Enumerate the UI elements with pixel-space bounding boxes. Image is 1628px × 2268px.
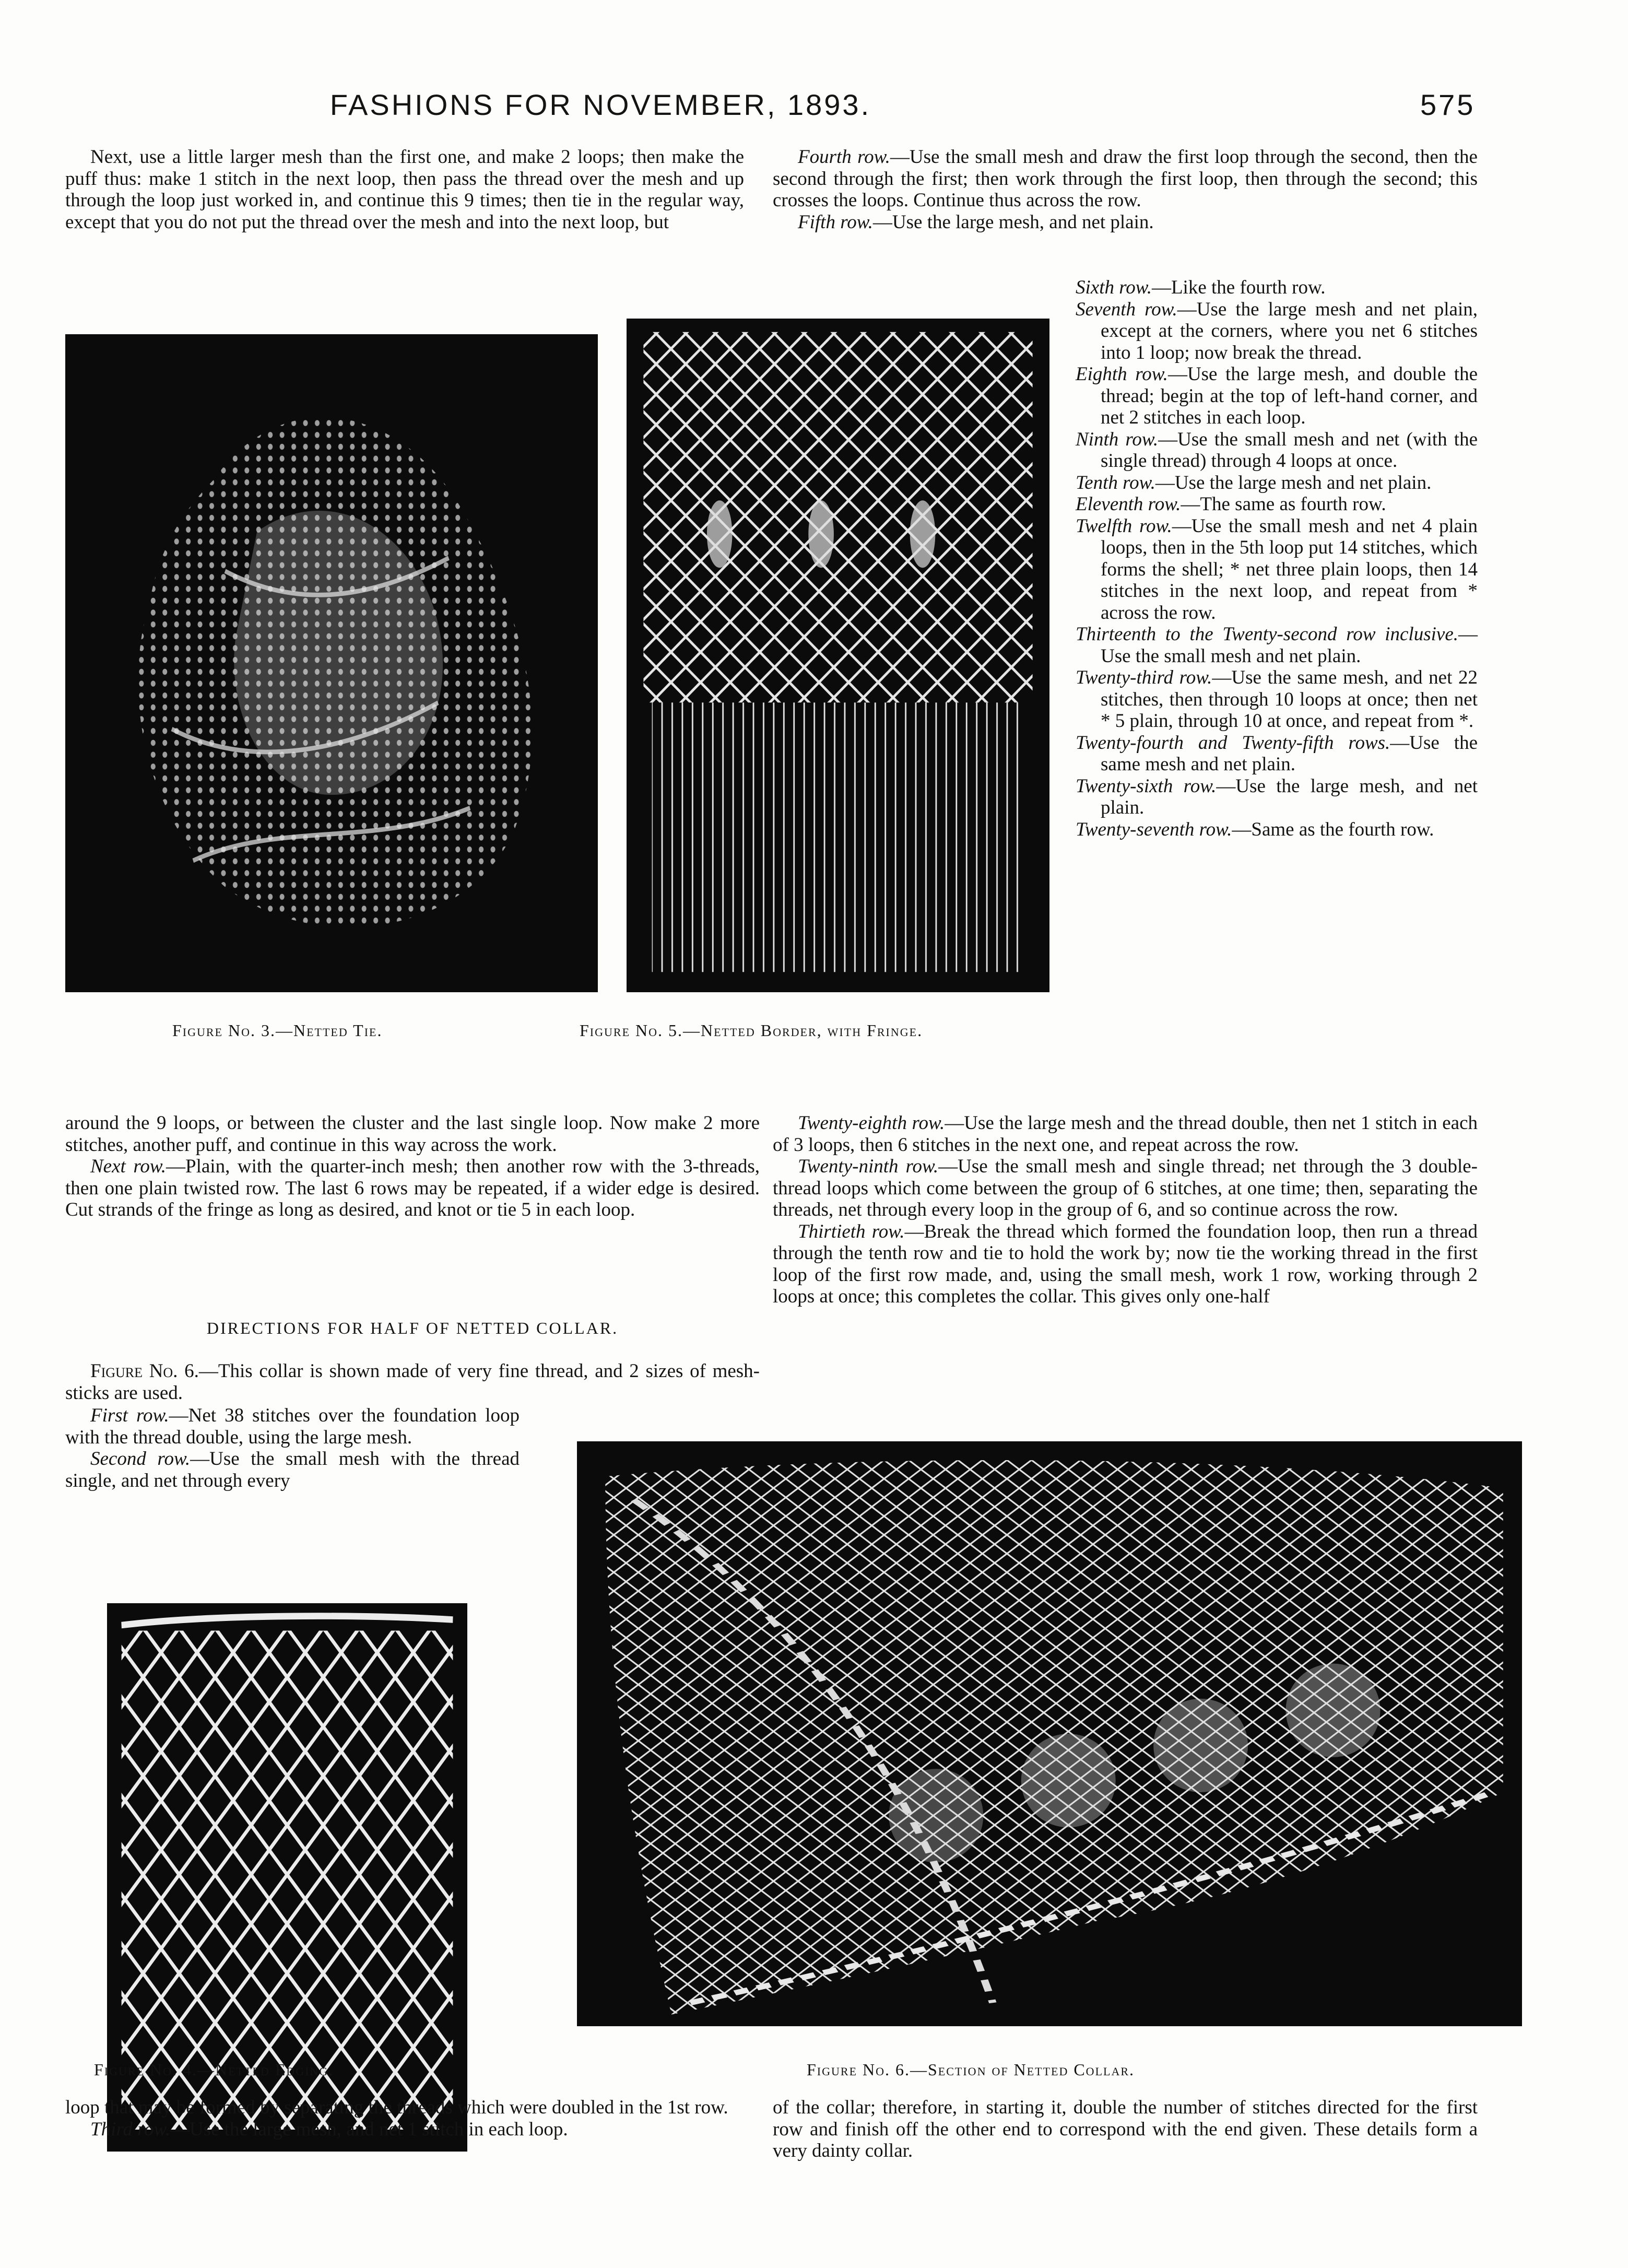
row-text: —Net 38 stitches over the foundation loop with the thread double, using the large mesh.: [65, 1405, 520, 1448]
row-text: —Use the small mesh and net 4 plain loops, then in the 5th loop put 14 stitches, which forms the shell; * net three plain loops, then 14 stitches in the next loop, and repeat from * across the row.: [1101, 515, 1478, 624]
paragraph-continued: [65, 2097, 760, 2119]
paragraph-second-row: [65, 1448, 520, 1491]
row-text: around the 9 loops, or between the cluster and the last single loop. Now make 2 more stitches, another puff, and continue in this way across the work.: [65, 1112, 760, 1156]
row-label: Twenty-seventh row.: [1076, 818, 1232, 840]
col2-top-paragraphs: [773, 146, 1478, 233]
col2-middle-paragraphs: [773, 1112, 1478, 1308]
row-label: Twenty-third row.: [1076, 667, 1212, 688]
paragraph-figure-6: [65, 1360, 760, 1404]
paragraph-twenty-ninth-row: [773, 1156, 1478, 1221]
row-label: Seventh row.: [1076, 298, 1177, 320]
row-text: —This collar is shown made of very fine thread, and 2 sizes of mesh-sticks are used.: [65, 1360, 760, 1404]
row-text: —Use the large mesh and the thread double, then net 1 stitch in each of 3 loops, then 6 stitches in the next one, and repeat across the row.: [773, 1112, 1478, 1156]
paragraph-eighth-row: [1076, 363, 1478, 429]
paragraph-twenty-fourth-row: [1076, 732, 1478, 775]
row-text: loop that may be formed by separating the threads which were doubled in the 1st row.: [65, 2097, 728, 2118]
caption-figure-5: Figure No. 5.—Netted Border, with Fringe.: [580, 1021, 923, 1040]
row-text: —The same as fourth row.: [1181, 493, 1386, 515]
col1-collar-intro: [65, 1360, 760, 1404]
caption-figure-4: Figure No. 4.—Netted Edging.: [94, 2060, 334, 2079]
row-text: —Use the large mesh and net plain.: [1155, 472, 1432, 493]
row-text: —Use the large mesh and net plain, except at the corners, where you net 6 stitches into 1 loop; now break the thread.: [1101, 298, 1478, 363]
col2-bottom-paragraph: [773, 2097, 1478, 2162]
paragraph-next-row: [65, 1156, 760, 1221]
row-label: Tenth row.: [1076, 472, 1155, 493]
paragraph-sixth-row: [1076, 277, 1478, 299]
row-label: Second row.: [90, 1448, 191, 1470]
row-label: Twenty-ninth row.: [798, 1156, 939, 1177]
row-text: —Use the large mesh, and net 1 stitch in each loop.: [170, 2118, 568, 2140]
paragraph-twenty-third-row: [1076, 667, 1478, 732]
row-text: —Use the large mesh, and net plain.: [1101, 775, 1478, 818]
caption-figure-3: Figure No. 3.—Netted Tie.: [172, 1021, 383, 1040]
row-label: Twenty-sixth row.: [1076, 775, 1217, 797]
row-label: Thirteenth to the Twenty-second row inclusive.: [1076, 624, 1458, 645]
row-label: Next row.: [90, 1156, 167, 1177]
running-head: FASHIONS FOR NOVEMBER, 1893.: [329, 88, 871, 121]
figure-netted-collar-image: [577, 1441, 1522, 2026]
page-number: 575: [1420, 88, 1476, 121]
paragraph-continued: [65, 1112, 760, 1156]
paragraph-seventh-row: [1076, 299, 1478, 364]
row-text: —Use the large mesh, and double the thread; begin at the top of left-hand corner, and net 2 stitches in each loop.: [1101, 363, 1478, 428]
row-label: Twelfth row.: [1076, 515, 1172, 537]
paragraph-first-row: [65, 1405, 520, 1448]
paragraph-twenty-seventh-row: [1076, 819, 1478, 841]
paragraph-fourth-row: [773, 146, 1478, 211]
paragraph-twenty-sixth-row: [1076, 775, 1478, 819]
row-label: Third row.: [90, 2118, 170, 2140]
paragraph-thirtieth-row: [773, 1221, 1478, 1308]
paragraph-twenty-eighth-row: [773, 1112, 1478, 1156]
paragraph-eleventh-row: [1076, 493, 1478, 515]
row-label: Fourth row.: [798, 146, 890, 168]
paragraph-tenth-row: [1076, 472, 1478, 494]
paragraph-ninth-row: [1076, 429, 1478, 472]
paragraph-third-row: [65, 2119, 760, 2141]
col1-bottom-paragraphs: [65, 2097, 760, 2140]
row-label: Eighth row.: [1076, 363, 1168, 385]
row-text: —Use the small mesh and net (with the single thread) through 4 loops at once.: [1101, 428, 1478, 472]
row-text: —Same as the fourth row.: [1232, 818, 1434, 840]
figure-netted-border-image: [627, 319, 1049, 992]
row-label: Twenty-fourth and Twenty-fifth rows.: [1076, 732, 1390, 754]
row-text: —Use the small mesh with the thread single, and net through every: [65, 1448, 520, 1491]
row-label: Ninth row.: [1076, 428, 1159, 450]
row-label: Fifth row.: [798, 211, 873, 233]
col1-middle-paragraphs: [65, 1112, 760, 1221]
col1-collar-rows: [65, 1405, 520, 1491]
row-text: —Use the small mesh and single thread; net through the 3 double-thread loops which come between the group of 6 stitches, at one time; then, separating the threads, net through every loop in the group of 6, and so continue across the row.: [773, 1156, 1478, 1220]
row-text: —Use the small mesh and net plain.: [1101, 624, 1478, 667]
paragraph-thirteenth-row: [1076, 624, 1478, 667]
row-text: —Use the same mesh, and net 22 stitches, then through 10 loops at once; then net * 5 plain, through 10 at once, and repeat from *.: [1101, 667, 1478, 732]
row-label: Eleventh row.: [1076, 493, 1181, 515]
paragraph-twelfth-row: [1076, 515, 1478, 624]
paragraph: Next, use a little larger mesh than the first one, and make 2 loops; then make the puff thus: make 1 stitch in the next loop, then pass the thread over the mesh and up through the loop just worked in, and continue this 9 times; then tie in the regular way, except that you do not put the thread over the mesh and into the next loop, but: [65, 146, 744, 233]
figure-label: Figure No. 6.: [90, 1360, 199, 1382]
row-text: —Use the small mesh and draw the first loop through the second, then the second through the first; then work through the first loop, then through the second; this crosses the loops. Continue thus across the row.: [773, 146, 1478, 211]
row-text: —Plain, with the quarter-inch mesh; then another row with the 3-threads, then one plain twisted row. The last 6 rows may be repeated, if a wider edge is desired. Cut strands of the fringe as long as desired, and knot or tie 5 in each loop.: [65, 1156, 760, 1220]
row-label: Sixth row.: [1076, 277, 1152, 298]
section-heading: DIRECTIONS FOR HALF OF NETTED COLLAR.: [206, 1319, 619, 1337]
paragraph: of the collar; therefore, in starting it, double the number of stitches directed for the first row and finish off the other end to correspond with the end given. These details form a very dainty collar.: [773, 2097, 1478, 2161]
caption-figure-6: Figure No. 6.—Section of Netted Collar.: [807, 2060, 1135, 2079]
row-label: First row.: [90, 1405, 169, 1426]
row-text: —Use the same mesh and net plain.: [1101, 732, 1478, 775]
col1-top-paragraph: [65, 146, 744, 233]
figure-netted-tie-image: [65, 334, 598, 992]
paragraph-fifth-row: [773, 211, 1478, 233]
row-text: —Like the fourth row.: [1151, 277, 1326, 298]
col2-side-paragraphs: [1076, 277, 1478, 840]
row-text: —Use the large mesh, and net plain.: [872, 211, 1154, 233]
row-label: Thirtieth row.: [798, 1220, 905, 1242]
row-label: Twenty-eighth row.: [798, 1112, 945, 1134]
row-text: —Break the thread which formed the foundation loop, then run a thread through the tenth row and tie to hold the work by; now tie the working thread in the first loop of the first row made, and, using the small mesh, work 1 row, working through 2 loops at once; this completes the collar. This gives only one-half: [773, 1220, 1478, 1307]
